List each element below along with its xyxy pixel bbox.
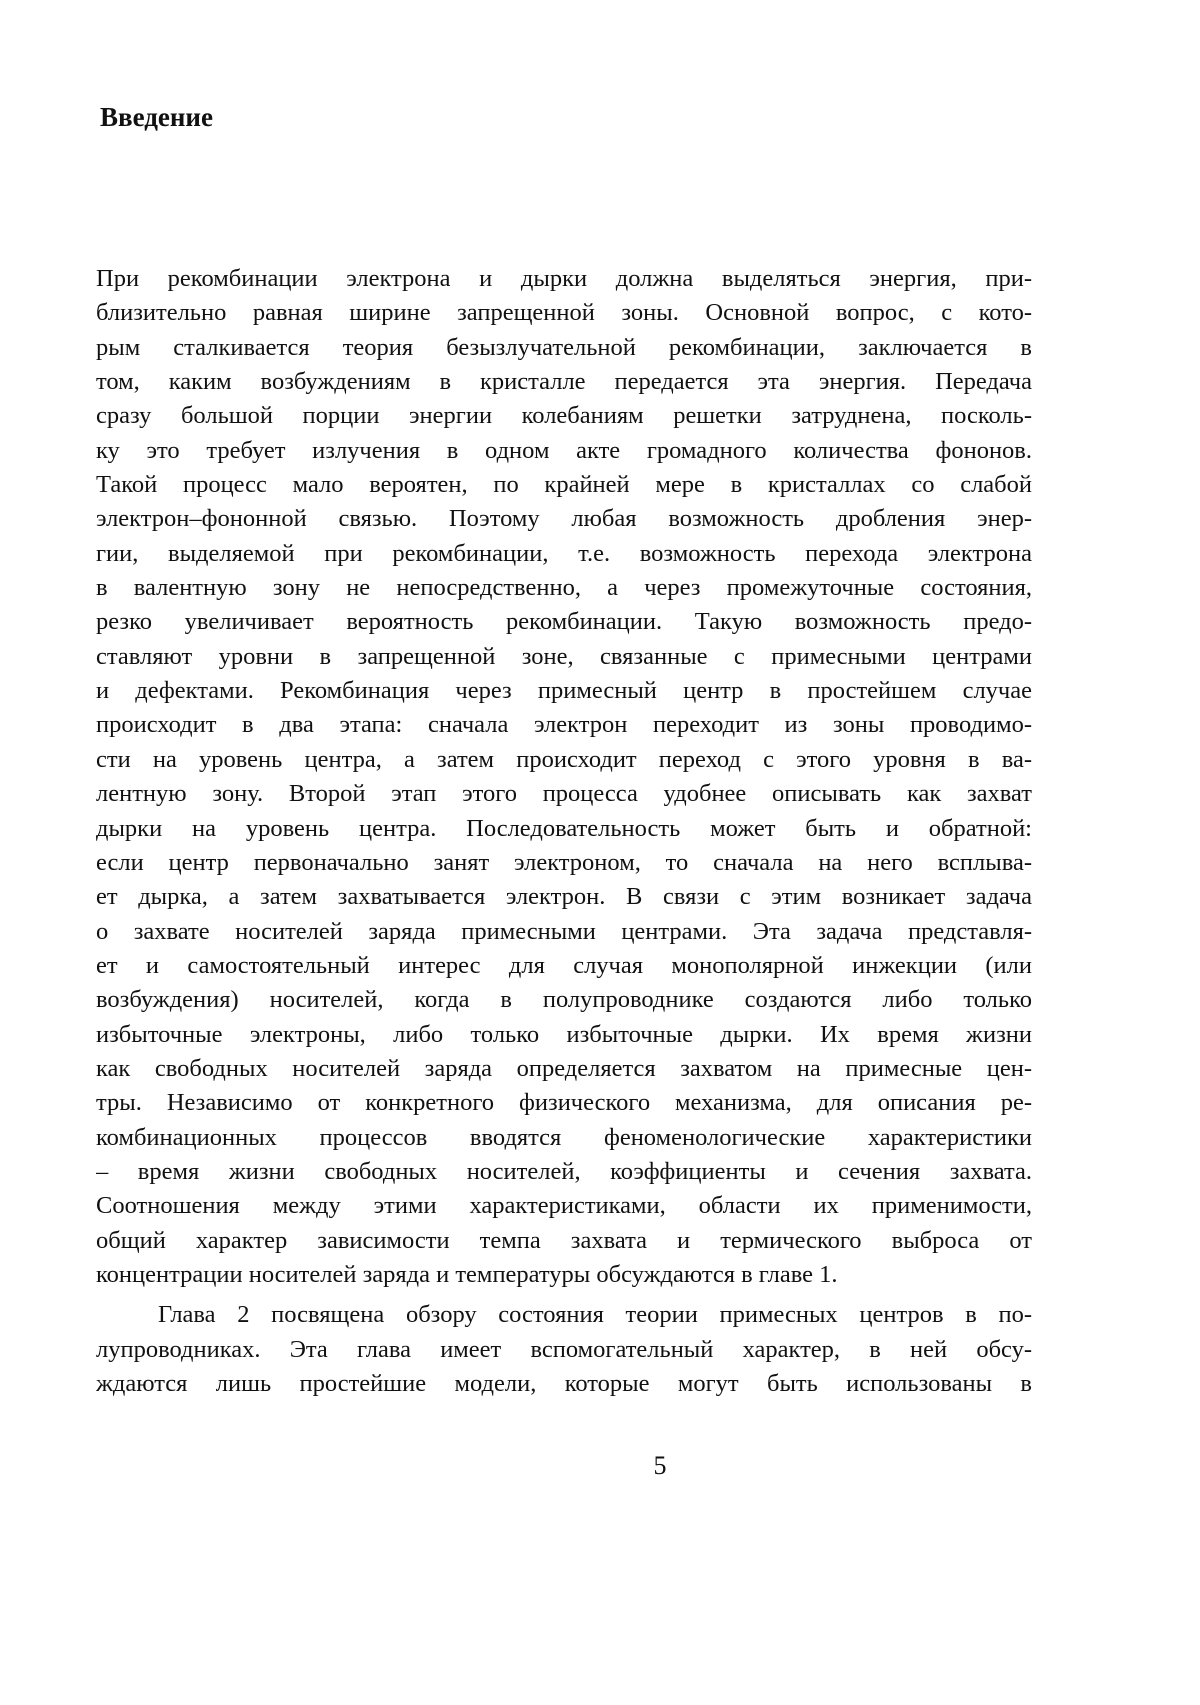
text-line: как свободных носителей заряда определяется захватом на примесные цен- bbox=[96, 1054, 1032, 1082]
text-line: и дефектами. Рекомбинация через примесный центр в простейшем случае bbox=[96, 677, 1032, 705]
text-line: сразу большой порции энергии колебаниям решетки затруднена, посколь- bbox=[96, 402, 1032, 430]
text-line: тры. Независимо от конкретного физического механизма, для описания ре- bbox=[96, 1089, 1032, 1117]
text-line: если центр первоначально занят электроном, то сначала на него всплыва- bbox=[96, 848, 1032, 876]
text-line: ку это требует излучения в одном акте громадного количества фононов. bbox=[96, 436, 1032, 464]
text-line: комбинационных процессов вводятся феноменологические характеристики bbox=[96, 1123, 1032, 1151]
text-line: дырки на уровень центра. Последовательность может быть и обратной: bbox=[96, 814, 1032, 842]
paragraph-1 bbox=[96, 262, 1032, 1292]
text-line: том, каким возбуждениям в кристалле передается эта энергия. Передача bbox=[96, 368, 1032, 396]
text-line: близительно равная ширине запрещенной зоны. Основной вопрос, с кото- bbox=[96, 299, 1032, 327]
text-line: ждаются лишь простейшие модели, которые могут быть использованы в bbox=[96, 1370, 1032, 1397]
text-line: ет дырка, а затем захватывается электрон. В связи с этим возникает задача bbox=[96, 883, 1032, 911]
text-line: общий характер зависимости темпа захвата и термического выброса от bbox=[96, 1226, 1032, 1254]
text-line: гии, выделяемой при рекомбинации, т.е. возможность перехода электрона bbox=[96, 539, 1032, 567]
text-line: При рекомбинации электрона и дырки должна выделяться энергия, при- bbox=[96, 265, 1032, 292]
body-text bbox=[96, 262, 1032, 1401]
text-line: ет и самостоятельный интерес для случая монополярной инжекции (или bbox=[96, 951, 1032, 979]
text-line: концентрации носителей заряда и температуры обсуждаются в главе 1. bbox=[96, 1260, 838, 1288]
text-line: возбуждения) носителей, когда в полупроводнике создаются либо только bbox=[96, 986, 1032, 1014]
text-line: Соотношения между этими характеристиками, области их применимости, bbox=[96, 1192, 1032, 1220]
text-line: Такой процесс мало вероятен, по крайней мере в кристаллах со слабой bbox=[96, 471, 1032, 499]
section-heading: Введение bbox=[100, 102, 213, 132]
text-line: происходит в два этапа: сначала электрон переходит из зоны проводимо- bbox=[96, 711, 1032, 739]
text-line: в валентную зону не непосредственно, а через промежуточные состояния, bbox=[96, 574, 1032, 602]
text-line: рым сталкивается теория безызлучательной рекомбинации, заключается в bbox=[96, 333, 1032, 361]
text-line: сти на уровень центра, а затем происходит переход с этого уровня в ва- bbox=[96, 745, 1032, 773]
text-line: Глава 2 посвящена обзору состояния теории примесных центров в по- bbox=[158, 1301, 1032, 1329]
page-number: 5 bbox=[653, 1451, 667, 1480]
text-line: о захвате носителей заряда примесными центрами. Эта задача представля- bbox=[96, 917, 1032, 945]
text-line: резко увеличивает вероятность рекомбинации. Такую возможность предо- bbox=[96, 608, 1032, 636]
paragraph-2 bbox=[96, 1298, 1032, 1401]
text-line: электрон–фононной связью. Поэтому любая возможность дробления энер- bbox=[96, 505, 1032, 533]
text-line: лентную зону. Второй этап этого процесса удобнее описывать как захват bbox=[96, 780, 1032, 808]
text-line: – время жизни свободных носителей, коэффициенты и сечения захвата. bbox=[96, 1157, 1032, 1185]
text-line: лупроводниках. Эта глава имеет вспомогательный характер, в ней обсу- bbox=[96, 1335, 1032, 1363]
text-line: избыточные электроны, либо только избыточные дырки. Их время жизни bbox=[96, 1020, 1032, 1048]
text-line: ставляют уровни в запрещенной зоне, связанные с примесными центрами bbox=[96, 642, 1032, 670]
